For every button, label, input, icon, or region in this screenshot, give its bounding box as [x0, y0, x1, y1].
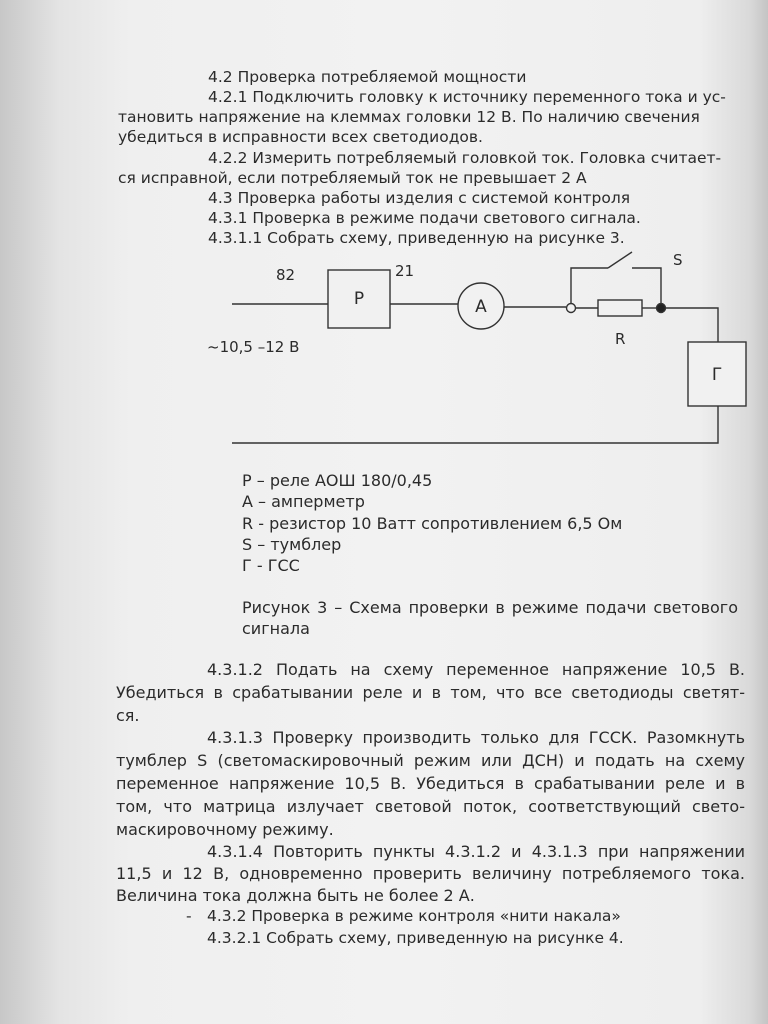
- switch-label: S: [673, 251, 683, 269]
- paragraph-4-3-1-3: 4.3.1.3 Проверку производить только для ГССК. Разомкнуть: [207, 728, 745, 747]
- text-line: Величина тока должна быть не более 2 А.: [116, 886, 475, 905]
- legend-resistor: R - резистор 10 Ватт сопротивлением 6,5 Ом: [242, 514, 623, 533]
- figure-caption: Рисунок 3 – Схема проверки в режиме подачи светового: [242, 598, 738, 617]
- wire: [571, 268, 608, 303]
- wire: [232, 406, 718, 443]
- text-line: Убедиться в срабатывании реле и в том, что все светодиоды светят-: [116, 683, 745, 702]
- voltage-label: ~10,5 –12 В: [207, 338, 300, 356]
- text-line: том, что матрица излучает световой поток, соответствующий свето-: [116, 797, 745, 816]
- ammeter-label: А: [475, 297, 487, 317]
- circuit-diagram: [0, 0, 768, 460]
- resistor-symbol: [598, 300, 642, 316]
- text-line: тановить напряжение на клеммах головки 12 В. По наличию свечения: [118, 108, 700, 126]
- relay-label: Р: [353, 289, 365, 309]
- text-line: 11,5 и 12 В, одновременно проверить величину потребляемого тока.: [116, 864, 745, 883]
- section-4-3-heading: 4.3 Проверка работы изделия с системой контроля: [208, 189, 631, 207]
- terminal-label-21: 21: [395, 262, 415, 280]
- switch-blade: [608, 252, 632, 268]
- terminal-label-82: 82: [276, 266, 296, 284]
- figure-caption-cont: сигнала: [242, 619, 310, 638]
- bullet-dash: -: [186, 907, 192, 925]
- legend-switch: S – тумблер: [242, 535, 342, 554]
- text-line: 4.3.1.1 Собрать схему, приведенную на рисунке 3.: [208, 229, 625, 247]
- text-line: 4.2.1 Подключить головку к источнику переменного тока и ус-: [208, 88, 726, 106]
- legend-ammeter: А – амперметр: [242, 492, 365, 511]
- legend-relay: Р – реле АОШ 180/0,45: [242, 471, 433, 490]
- resistor-label: R: [615, 330, 626, 348]
- terminal-closed: [657, 304, 666, 313]
- legend-gss: Г - ГСС: [242, 556, 300, 575]
- text-line: тумблер S (светомаскировочный режим или ДСН) и подать на схему: [116, 751, 745, 770]
- text-line: переменное напряжение 10,5 В. Убедиться в срабатывании реле и в: [116, 774, 745, 793]
- gss-label: Г: [711, 365, 723, 385]
- paragraph-4-3-1-2: 4.3.1.2 Подать на схему переменное напряжение 10,5 В.: [207, 660, 745, 679]
- wire: [632, 268, 661, 303]
- section-4-2-heading: 4.2 Проверка потребляемой мощности: [208, 68, 527, 86]
- section-4-3-1-heading: 4.3.1 Проверка в режиме подачи светового сигнала.: [208, 209, 641, 227]
- text-line: маскировочному режиму.: [116, 820, 334, 839]
- terminal-open: [567, 304, 576, 313]
- text-line: убедиться в исправности всех светодиодов.: [118, 128, 483, 146]
- section-4-3-2-heading: 4.3.2 Проверка в режиме контроля «нити накала»: [207, 907, 621, 925]
- text-line: 4.3.2.1 Собрать схему, приведенную на рисунке 4.: [207, 929, 624, 947]
- text-line: ся.: [116, 706, 140, 725]
- paragraph-4-3-1-4: 4.3.1.4 Повторить пункты 4.3.1.2 и 4.3.1.3 при напряжении: [207, 842, 745, 861]
- text-line: 4.2.2 Измерить потребляемый головкой ток. Головка считает-: [208, 149, 722, 167]
- text-line: ся исправной, если потребляемый ток не превышает 2 А: [118, 169, 587, 187]
- wire: [665, 308, 718, 342]
